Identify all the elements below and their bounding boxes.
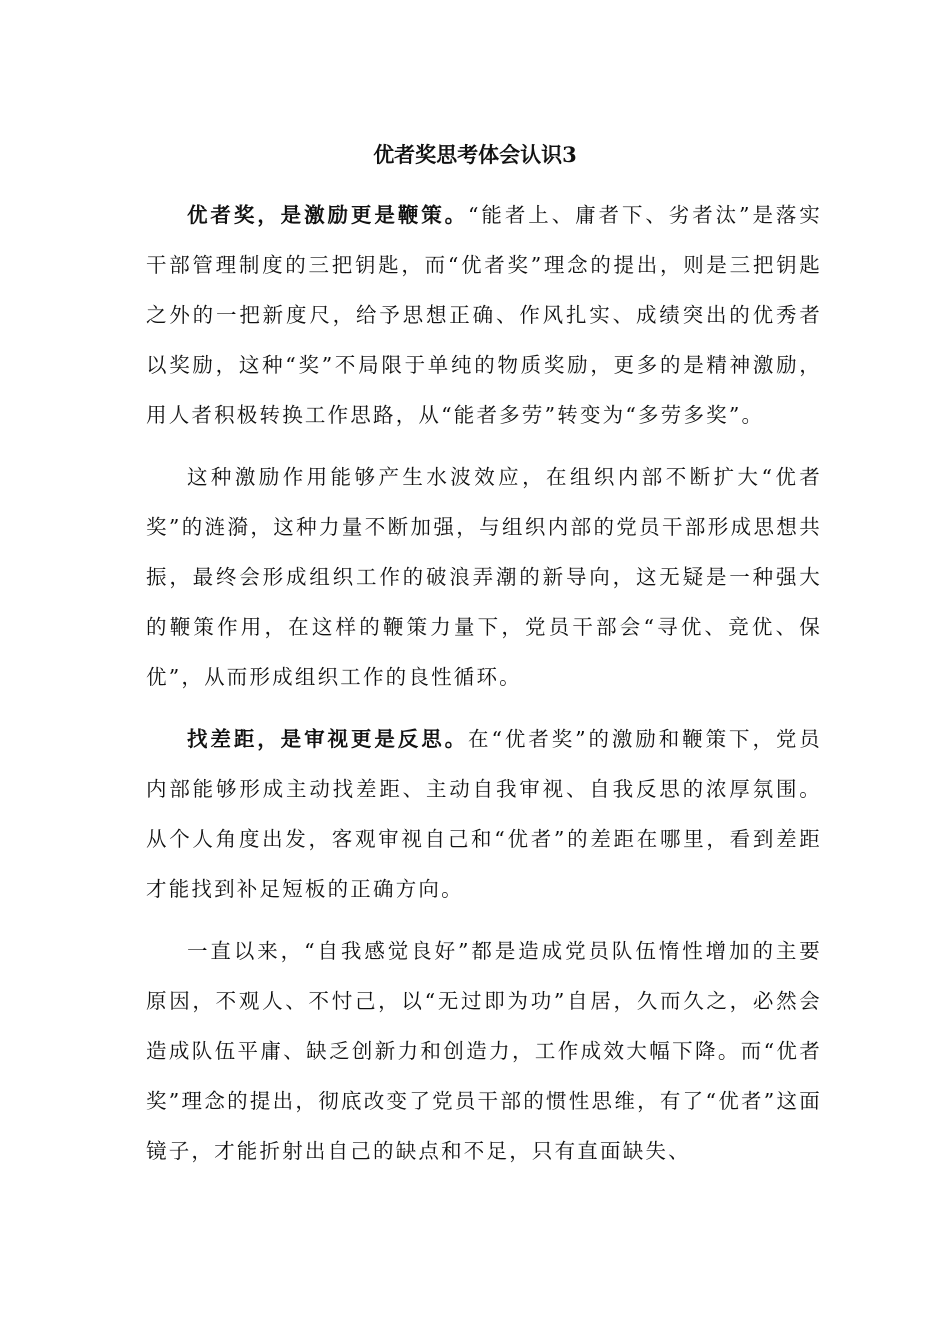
paragraph-1-lead: 优者奖，是激励更是鞭策。 <box>187 203 469 227</box>
paragraph-2 <box>146 452 822 702</box>
document-body <box>146 190 822 1188</box>
paragraph-2-text: 这种激励作用能够产生水波效应，在组织内部不断扩大“优者奖”的涟漪，这种力量不断加强，与组织内部的党员干部形成思想共振，最终会形成组织工作的破浪弄潮的新导向，这无疑是一种强大的鞭策作用，在这样的鞭策力量下，党员干部会“寻优、竞优、保优”，从而形成组织工作的良性循环。 <box>146 465 822 689</box>
paragraph-4 <box>146 926 822 1176</box>
paragraph-4-text: 一直以来，“自我感觉良好”都是造成党员队伍惰性增加的主要原因，不观人、不忖己，以“无过即为功”自居，久而久之，必然会造成队伍平庸、缺乏创新力和创造力，工作成效大幅下降。而“优者奖”理念的提出，彻底改变了党员干部的惯性思维，有了“优者”这面镜子，才能折射出自己的缺点和不足，只有直面缺失、 <box>146 939 822 1163</box>
paragraph-3-lead: 找差距，是审视更是反思。 <box>187 727 469 751</box>
paragraph-1-text: “能者上、庸者下、劣者汰”是落实干部管理制度的三把钥匙，而“优者奖”理念的提出，则是三把钥匙之外的一把新度尺，给予思想正确、作风扎实、成绩突出的优秀者以奖励，这种“奖”不局限于单纯的物质奖励，更多的是精神激励，用人者积极转换工作思路，从“能者多劳”转变为“多劳多奖”。 <box>146 203 822 427</box>
paragraph-3 <box>146 714 822 914</box>
document-title: 优者奖思考体会认识3 <box>373 142 577 167</box>
paragraph-1 <box>146 190 822 440</box>
paragraph-3-text: 在“优者奖”的激励和鞭策下，党员内部能够形成主动找差距、主动自我审视、自我反思的浓厚氛围。从个人角度出发，客观审视自己和“优者”的差距在哪里，看到差距才能找到补足短板的正确方向。 <box>146 727 822 901</box>
